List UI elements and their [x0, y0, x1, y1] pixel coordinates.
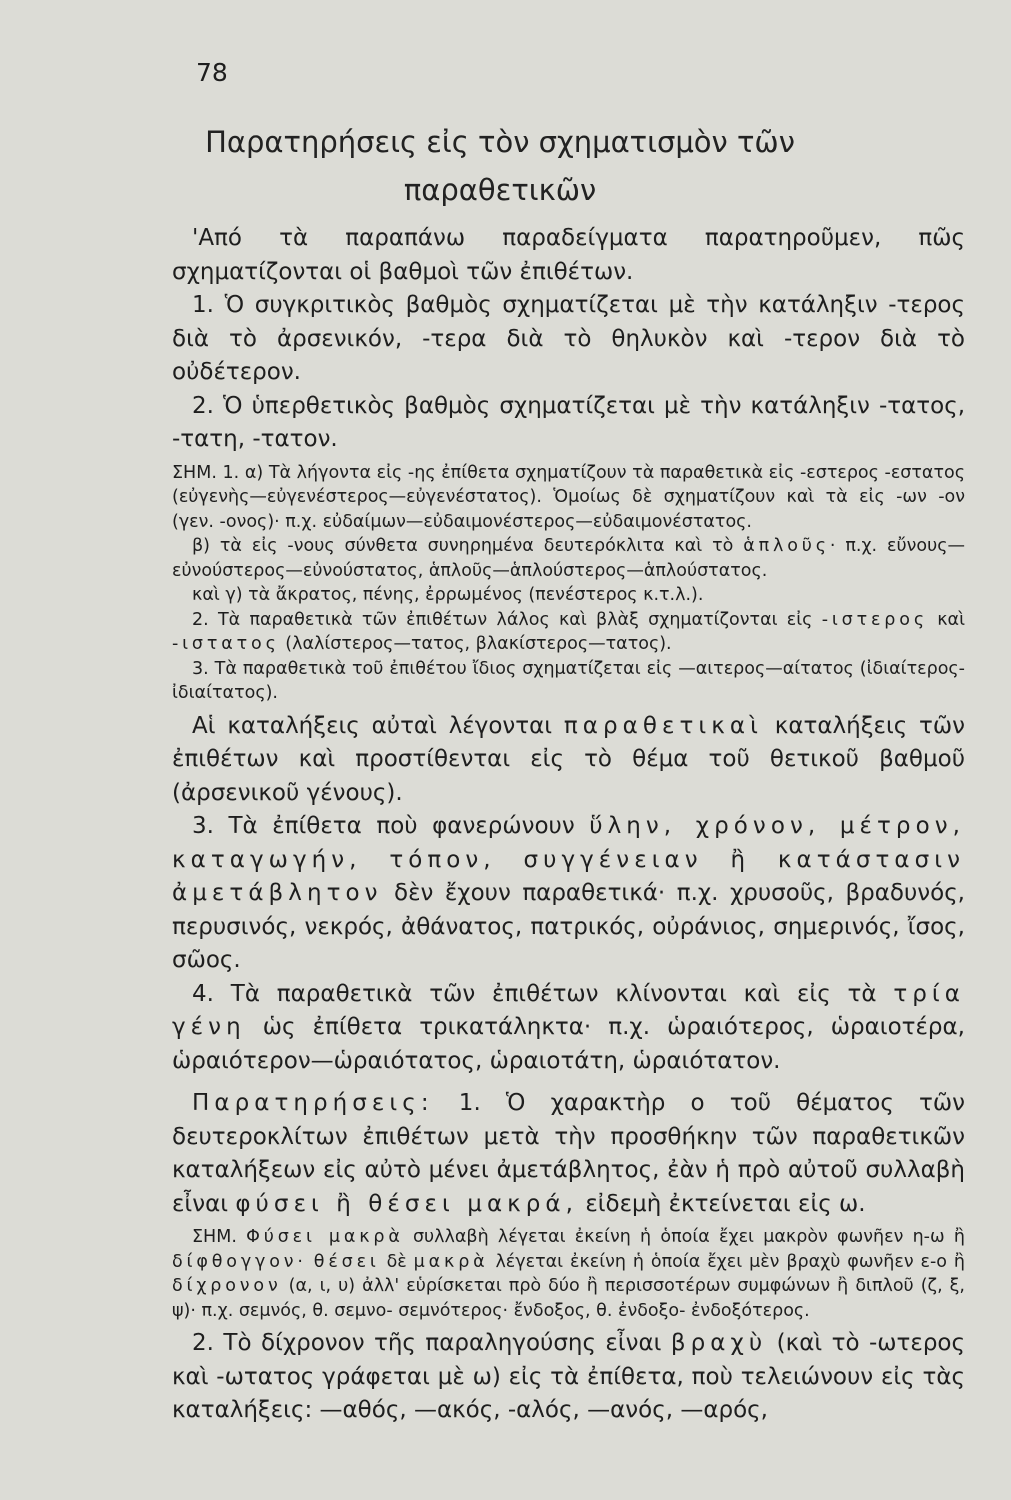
p6-spaced: τρία γένη	[172, 980, 965, 1040]
n6-rest: (α, ι, υ) ἀλλ' εὑρίσκεται πρὸ δύο ἢ περισσοτέρων συμφώνων ἢ διπλοῦ (ζ, ξ, ψ)· π.χ. σεμνός, θ. σεμνο- σεμνότερος· ἔνδοξος, θ. ἐνδοξο- ἐνδοξότερος.	[172, 1276, 965, 1321]
note-1c: καὶ γ) τὰ ἄκρατος, πένης, ἐρρωμένος (πενέστερος κ.τ.λ.).	[192, 585, 704, 605]
p5-spaced: ὕλην, χρόνον, μέτρον, καταγωγήν, τόπον, συγγένειαν ἢ κατάστασιν ἀμετάβλητον	[172, 813, 965, 906]
n6-text-1: συλλαβὴ λέγεται ἐκείνη ἡ ὁποία ἔχει μακρὸν φωνῆεν η-ω ἢ	[403, 1227, 965, 1247]
p7-spaced: Παρατηρήσεις:	[192, 1090, 434, 1116]
p7-text: 1. Ὁ χαρακτὴρ ο τοῦ θέματος τῶν δευτεροκλίτων ἐπιθέτων μετὰ τὴν προσθήκην τῶν παραθετικῶν καταλήξεων εἰς αὐτὸ μένει ἀμετάβλητος, ἐὰν ἡ πρὸ αὐτοῦ συλλαβὴ εἶναι	[172, 1090, 965, 1217]
p4-text: Αἱ καταλήξεις αὐταὶ λέγονται	[192, 712, 564, 739]
note-syllable	[172, 1225, 965, 1323]
paragraph-declension	[172, 978, 965, 1079]
note-1b-spaced: ἁπλοῦς	[743, 536, 830, 556]
paragraph-comparative: 1. Ὁ συγκριτικὸς βαθμὸς σχηματίζεται μὲ τὴν κατάληξιν -τερος διὰ τὸ ἀρσενικόν, -τερα διὰ τὸ θηλυκὸν καὶ -τερον διὰ τὸ οὐδέτερον.	[172, 292, 965, 385]
title-line-2: παραθετικῶν	[403, 173, 597, 207]
paragraph-superlative: 2. Ὁ ὑπερθετικὸς βαθμὸς σχηματίζεται μὲ τὴν κατάληξιν -τατος, -τατη, -τατον.	[172, 392, 965, 452]
note-3: 3. Τὰ παραθετικὰ τοῦ ἐπιθέτου ἴδιος σχηματίζεται εἰς —αιτερος—αίτατος (ἰδιαίτερος-ἰδιαίτατος).	[172, 658, 965, 703]
paragraph-observations	[172, 1087, 965, 1221]
text-body	[172, 222, 965, 1428]
n6-spaced-4: μακρὰ	[413, 1251, 489, 1272]
paragraph-dichronon	[172, 1327, 965, 1428]
note-1b-rest: · π.χ. εὔνους—εὐνούστερος—εὐνούστατος, ἁπλοῦς—ἁπλούστερος—ἁπλούστατος.	[172, 536, 965, 581]
note-2-spaced-2: -ιστατος	[172, 634, 280, 654]
p6-rest: ὡς ἐπίθετα τρικατάληκτα· π.χ. ὡραιότερος, ὡραιοτέρα, ὡραιότερον—ὡραιότατος, ὡραιοτάτη, ὡραιότατον.	[172, 1014, 965, 1074]
page-title	[175, 118, 825, 214]
note-2-rest: (λαλίστερος—τατος, βλακίστερος—τατος).	[279, 634, 672, 654]
n6-spaced-3: θέσει	[313, 1251, 380, 1272]
paragraph-endings	[172, 710, 965, 811]
page-number: 78	[196, 58, 228, 87]
n6-spaced-1: Φύσει μακρὰ	[246, 1227, 404, 1247]
n6-text-3: λέγεται ἐκείνη ἡ ὁποία ἔχει μὲν βραχὺ φωνῆεν ε-ο ἢ	[488, 1251, 965, 1272]
p5-text: 3. Τὰ ἐπίθετα ποὺ φανερώνουν	[192, 813, 590, 839]
p8-rest: (καὶ τὸ -ωτερος καὶ -ωτατος γράφεται μὲ ω) εἰς τὰ ἐπίθετα, ποὺ τελειώνουν εἰς τὰς καταλήξεις: —αθός, —ακός, -αλός, —ανός, —αρός,	[172, 1330, 965, 1423]
n6-space	[307, 1252, 314, 1272]
note-1a: ΣΗΜ. 1. α) Τὰ λήγοντα εἰς -ης ἐπίθετα σχηματίζουν τὰ παραθετικὰ εἰς -εστερος -εστατος (εὐγενὴς—εὐγενέστερος—εὐγενέστατος). Ὁμοίως δὲ σχηματίζουν καὶ τὰ εἰς -ων -ον (γεν. -ονος)· π.χ. εὐδαίμων—εὐδαιμονέστερος—εὐδαιμονέστατος.	[172, 462, 965, 532]
paragraph-no-comparatives	[172, 810, 965, 978]
note-2-text: 2. Τὰ παραθετικὰ τῶν ἐπιθέτων λάλος καὶ βλὰξ σχηματίζονται εἰς	[192, 609, 822, 630]
note-1b	[172, 534, 965, 583]
n6-spaced-5: δίχρονον	[172, 1276, 282, 1296]
note-2-spaced-1: -ιστερος	[821, 609, 928, 630]
note-2-and: καὶ	[927, 609, 965, 630]
note-1b-text: β) τὰ εἰς -νους σύνθετα συνηρημένα δευτερόκλιτα καὶ τὸ	[192, 536, 744, 556]
paragraph-intro: 'Από τὰ παραπάνω παραδείγματα παρατηροῦμεν, πῶς σχηματίζονται οἱ βαθμοὶ τῶν ἐπιθέτων.	[172, 225, 965, 285]
p7-rest: εἰδεμὴ ἐκτείνεται εἰς ω.	[578, 1190, 866, 1217]
p8-spaced: βραχὺ	[670, 1330, 768, 1356]
title-line-1: Παρατηρήσεις εἰς τὸν σχηματισμὸν τῶν	[205, 125, 795, 159]
p6-text: 4. Τὰ παραθετικὰ τῶν ἐπιθέτων κλίνονται καὶ εἰς τὰ	[192, 980, 894, 1007]
p4-rest: καταλήξεις τῶν ἐπιθέτων καὶ προστίθενται εἰς τὸ θέμα τοῦ θετικοῦ βαθμοῦ (ἀρσενικοῦ γένους).	[172, 712, 966, 806]
n6-text-2: δὲ	[379, 1251, 414, 1272]
p8-text: 2. Τὸ δίχρονον τῆς παραληγούσης εἶναι	[192, 1330, 671, 1356]
p4-spaced: παραθετικαὶ	[563, 712, 763, 739]
p7-spaced-2: φύσει ἢ θέσει μακρά,	[235, 1190, 579, 1217]
n6-label: ΣΗΜ.	[192, 1227, 247, 1247]
n6-spaced-2: δίφθογγον·	[172, 1251, 307, 1272]
p5-rest: δὲν ἔχουν παραθετικά· π.χ. χρυσοῦς, βραδυνός, περυσινός, νεκρός, ἀθάνατος, πατρικός, οὐράνιος, σημερινός, ἴσος, σῶος.	[172, 880, 965, 973]
note-2	[172, 608, 965, 657]
